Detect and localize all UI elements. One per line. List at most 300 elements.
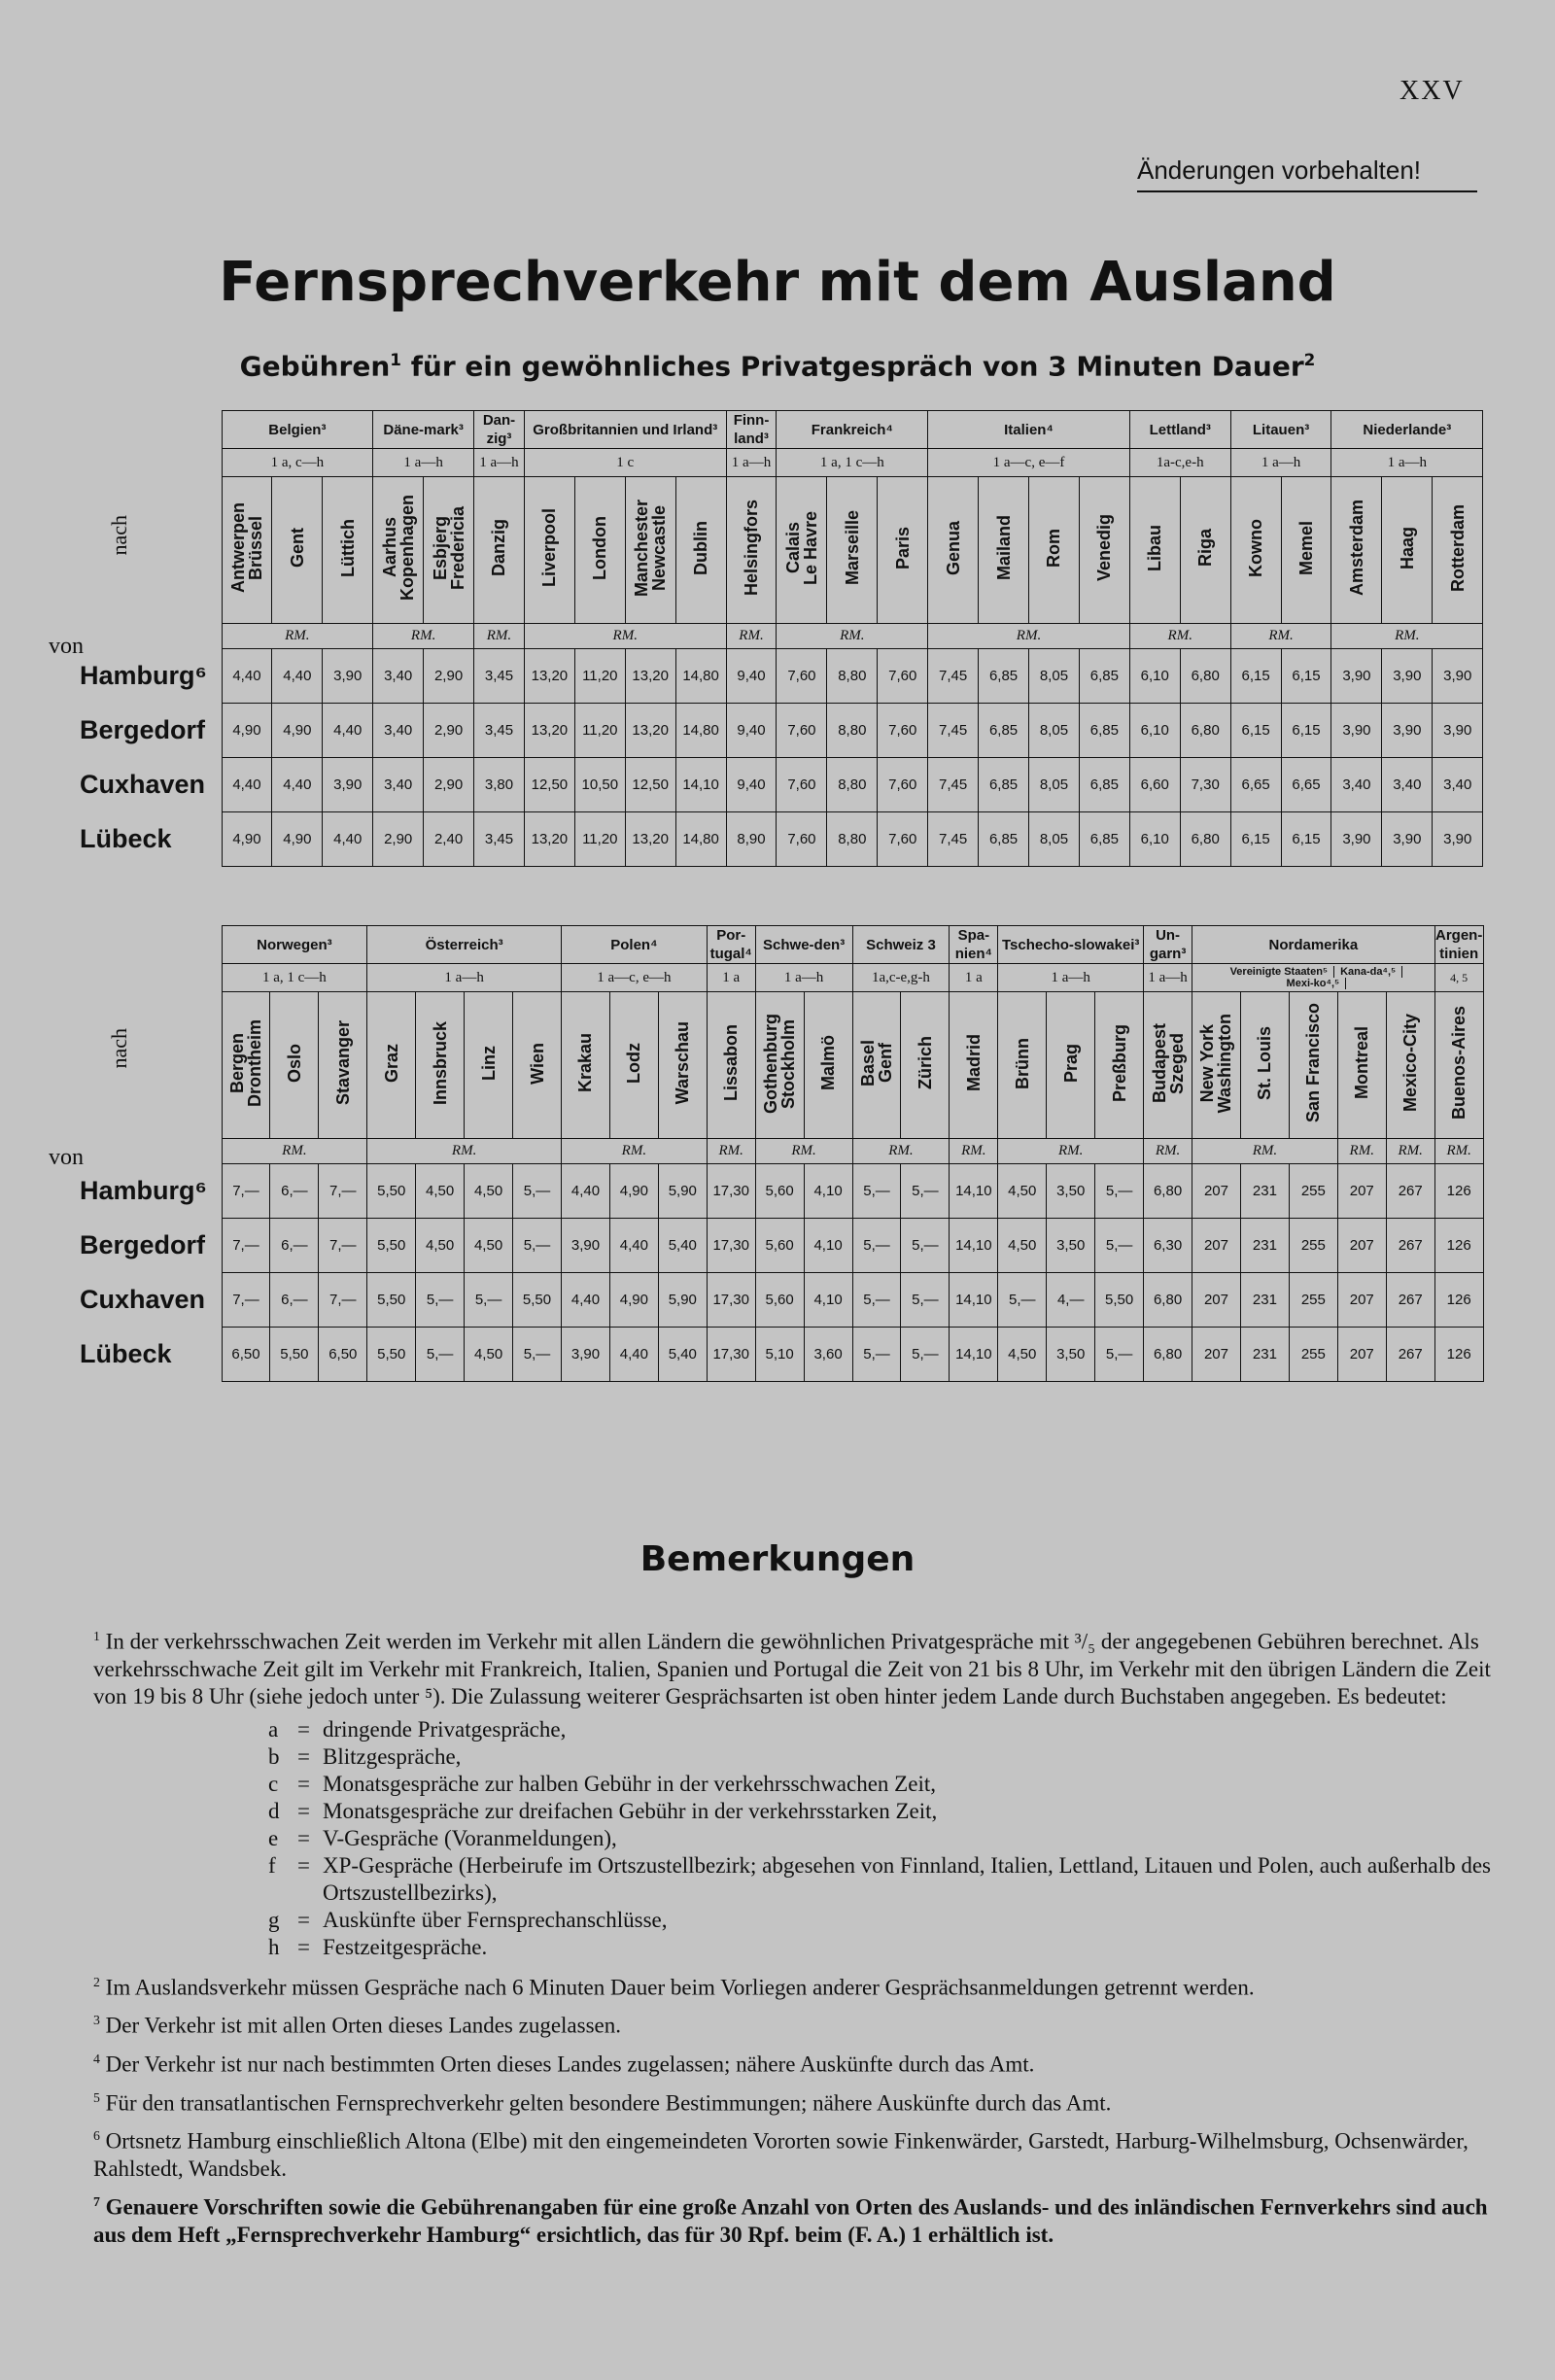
table1-country-3: Großbritannien und Irland³: [524, 411, 726, 449]
table1-rate-cell: 4,90: [222, 704, 272, 758]
table2-rate-cell: 3,90: [562, 1219, 610, 1273]
table2-rate-cell: 255: [1289, 1273, 1337, 1328]
table1-rate-cell: 9,40: [726, 704, 777, 758]
service-code-meaning: Monatsgespräche zur dreifachen Gebühr in der verkehrsstarken Zeit,: [323, 1798, 938, 1823]
table2-rate-cell: 267: [1386, 1219, 1434, 1273]
table2-unit-8: RM.: [1144, 1139, 1192, 1164]
table1-rate-cell: 8,80: [827, 812, 878, 867]
table1-country-5: Frankreich⁴: [777, 411, 928, 449]
table2-country-9: Nordamerika: [1192, 926, 1435, 964]
table1-country-9: Niederlande³: [1331, 411, 1483, 449]
table2-rate-cell: 207: [1192, 1273, 1241, 1328]
notice-underline: [1137, 190, 1477, 192]
table1-city-0: [222, 477, 272, 624]
table1-city-label-20: Kowno: [1246, 519, 1266, 577]
table2-city-label-7: Krakau: [575, 1033, 596, 1093]
table2-rate-cell: 5,60: [755, 1164, 804, 1219]
table2-unit-10: RM.: [1337, 1139, 1386, 1164]
table1-city-17: [1079, 477, 1129, 624]
table1-unit-8: RM.: [1230, 624, 1331, 649]
table1-rate-cell: 3,40: [1382, 758, 1433, 812]
table1-service-6: 1 a—c, e—f: [928, 449, 1130, 477]
table2-rate-cell: 14,10: [950, 1273, 998, 1328]
table1-rate-cell: 6,10: [1129, 649, 1180, 704]
table1-rate-cell: 6,85: [979, 812, 1029, 867]
table1-rate-cell: 7,45: [928, 758, 979, 812]
table2-unit-3: RM.: [707, 1139, 755, 1164]
table2-rate-cell: 231: [1240, 1219, 1289, 1273]
table1-rate-cell: 4,40: [323, 704, 373, 758]
table1-rate-cell: 7,45: [928, 812, 979, 867]
table1-rate-cell: 7,60: [878, 758, 928, 812]
table1-city-label-23: Haag: [1397, 526, 1417, 569]
footnote-5: [93, 2085, 1493, 2118]
table2-rate-cell: 267: [1386, 1164, 1434, 1219]
table1-corner: [76, 411, 222, 624]
table2-city-5: [465, 992, 513, 1139]
table2-rate-cell: 4,50: [465, 1219, 513, 1273]
table2-rate-cell: 5,—: [901, 1328, 950, 1382]
table1-city-6: [524, 477, 574, 624]
service-codes: [268, 1716, 1493, 1961]
table2-service-2: 1 a—c, e—h: [562, 964, 708, 992]
footnote-7-text: Genauere Vorschriften sowie die Gebührenangaben für eine große Anzahl von Orten des Auslands- und des inländischen Fernverkehrs sind auch aus dem Heft „Fernsprechverkehr Hamburg“ ersichtlich, das für 30 Rpf. beim (F. A.) 1 erhältlich ist.: [93, 2194, 1488, 2247]
table2-rate-cell: 4,90: [609, 1273, 658, 1328]
footnote-3-text: Der Verkehr ist mit allen Orten dieses Landes zugelassen.: [105, 2013, 621, 2038]
table2-city-label-15: Madrid: [963, 1034, 984, 1092]
table1-city-21: [1281, 477, 1331, 624]
table2-origin-2: Cuxhaven: [80, 1285, 206, 1314]
table1-city-7: [574, 477, 625, 624]
table1-origin-0: Hamburg⁶: [80, 661, 207, 690]
table1-city-label-14: Genua: [943, 520, 963, 575]
table1-country-row: [76, 411, 1483, 449]
table1-unit-1: RM.: [373, 624, 474, 649]
table1-rate-cell: 12,50: [625, 758, 675, 812]
table2-unit-0: RM.: [222, 1139, 367, 1164]
table1-city-label-1: Gent: [287, 528, 307, 569]
table1-rate-cell: 3,90: [1382, 649, 1433, 704]
table2-city-label-8: Lodz: [624, 1043, 644, 1084]
table2-rate-cell: 4,50: [465, 1164, 513, 1219]
table1-rate-cell: 3,90: [1331, 649, 1382, 704]
table1-rate-cell: 6,15: [1230, 812, 1281, 867]
service-code-a: [268, 1716, 1493, 1743]
table2-rate-cell: 255: [1289, 1328, 1337, 1382]
table2-rate-cell: 5,90: [658, 1164, 707, 1219]
table1-city-label-12: Marseille: [842, 510, 862, 586]
table1-rate-cell: 4,40: [222, 758, 272, 812]
table2-rate-cell: 5,—: [901, 1219, 950, 1273]
table1-rate-cell: 3,40: [373, 649, 424, 704]
table1-rate-cell: 2,90: [424, 704, 474, 758]
table1-unit-7: RM.: [1129, 624, 1230, 649]
table2-city-label-16: Brünn: [1012, 1037, 1032, 1089]
table1-rate-cell: 9,40: [726, 758, 777, 812]
table1-rate-cell: 3,40: [373, 758, 424, 812]
table2-rate-cell: 255: [1289, 1164, 1337, 1219]
table2-rate-cell: 5,—: [513, 1164, 562, 1219]
table2-city-15: [950, 992, 998, 1139]
table1-unit-5: RM.: [777, 624, 928, 649]
table1-rate-cell: 4,40: [272, 649, 323, 704]
table2-rate-cell: 5,—: [416, 1273, 465, 1328]
table1-rate-cell: 12,50: [524, 758, 574, 812]
table2-rate-cell: 207: [1337, 1219, 1386, 1273]
table1-rate-cell: 14,10: [675, 758, 726, 812]
table1-city-3: [373, 477, 424, 624]
table2-city-label-18: Preßburg: [1109, 1023, 1129, 1102]
von-label-2: von: [49, 1145, 84, 1170]
table2-city-16: [998, 992, 1047, 1139]
table2-rate-cell: 4,50: [998, 1164, 1047, 1219]
table1-city-label-3: Aarhus Kopenhagen: [379, 495, 417, 602]
table1-rate-cell: 7,60: [878, 704, 928, 758]
table2-rate-cell: 7,—: [319, 1164, 367, 1219]
table1-city-label-6: Liverpool: [539, 508, 560, 588]
table2-rate-cell: 5,—: [852, 1328, 901, 1382]
table2-rate-cell: 6,80: [1144, 1328, 1192, 1382]
table2-service-1: 1 a—h: [367, 964, 562, 992]
service-code-h: [268, 1934, 1493, 1961]
service-code-meaning: V-Gespräche (Voranmeldungen),: [323, 1825, 617, 1850]
table2-rate-cell: 5,—: [1095, 1164, 1144, 1219]
table2-row: [76, 1273, 1483, 1328]
table1-rate-cell: 13,20: [625, 704, 675, 758]
table1-rate-cell: 6,15: [1230, 704, 1281, 758]
table1-rate-cell: 3,90: [1382, 812, 1433, 867]
table1-rate-cell: 6,85: [979, 649, 1029, 704]
subtitle-rest: für ein gewöhnliches Privatgespräch von 3 Minuten Dauer: [410, 350, 1304, 383]
table2-city-22: [1289, 992, 1337, 1139]
table1-rate-cell: 3,40: [373, 704, 424, 758]
table2-rate-cell: 6,30: [1144, 1219, 1192, 1273]
table2-unit-2: RM.: [562, 1139, 708, 1164]
table1-rate-cell: 6,65: [1281, 758, 1331, 812]
table2-city-0: [222, 992, 270, 1139]
table1-origin-1: Bergedorf: [80, 715, 206, 744]
table1-rate-cell: 8,05: [1029, 812, 1080, 867]
table1-city-14: [928, 477, 979, 624]
service-code-g: [268, 1907, 1493, 1934]
nordamerika-sub-2: Mexi-ko⁴,⁵: [1281, 978, 1347, 989]
table1-city-label-9: Dublin: [691, 521, 711, 575]
table2-city-label-23: Montreal: [1352, 1026, 1372, 1100]
table2-city-10: [707, 992, 755, 1139]
table2-unit-1: RM.: [367, 1139, 562, 1164]
footnote-2: [93, 1969, 1493, 2002]
table1-rate-cell: 2,40: [424, 812, 474, 867]
service-code-f: [268, 1852, 1493, 1907]
table1-rate-cell: 6,60: [1129, 758, 1180, 812]
table1-rate-cell: 2,90: [424, 649, 474, 704]
table2-country-2: Polen⁴: [562, 926, 708, 964]
footnote-7-number: 7: [93, 2193, 100, 2209]
table2-unit-11: RM.: [1386, 1139, 1434, 1164]
table2-country-1: Österreich³: [367, 926, 562, 964]
table2-service-row: [76, 964, 1483, 992]
von-label-1: von: [49, 634, 84, 659]
table2-city-18: [1095, 992, 1144, 1139]
table1-city-11: [777, 477, 827, 624]
table1-rate-cell: 7,60: [777, 704, 827, 758]
table2-rate-cell: 17,30: [707, 1164, 755, 1219]
table1-rate-cell: 6,80: [1180, 812, 1230, 867]
table2-rate-cell: 5,50: [367, 1273, 416, 1328]
table2-unit-4: RM.: [755, 1139, 852, 1164]
footnote-1-number: 1: [93, 1629, 100, 1643]
table1-rate-cell: 4,40: [323, 812, 373, 867]
table2-rate-cell: 17,30: [707, 1328, 755, 1382]
table2-rate-cell: 207: [1337, 1164, 1386, 1219]
table2-service-5: 1a,c-e,g-h: [852, 964, 950, 992]
table1-unit-6: RM.: [928, 624, 1130, 649]
footnote-3: [93, 2007, 1493, 2040]
table2-service-10: [1434, 964, 1483, 992]
table1-rate-cell: 13,20: [625, 812, 675, 867]
table1-rate-cell: 6,80: [1180, 704, 1230, 758]
table1-country-0: Belgien³: [222, 411, 373, 449]
table2-rate-cell: 3,60: [804, 1328, 852, 1382]
table1-city-label-21: Memel: [1296, 520, 1317, 576]
table2-unit-9: RM.: [1192, 1139, 1338, 1164]
footnote-5-number: 5: [93, 2089, 100, 2105]
table2-rate-cell: 3,50: [1047, 1164, 1095, 1219]
table1-city-label-0: Antwerpen Brüssel: [227, 502, 265, 594]
table2-city-label-22: San Francisco: [1303, 1003, 1324, 1123]
table1-city-4: [424, 477, 474, 624]
table1-rate-cell: 6,85: [1079, 649, 1129, 704]
table2-rate-cell: 126: [1434, 1328, 1483, 1382]
table2-city-label-12: Malmö: [818, 1035, 839, 1091]
table2-city-label-9: Warschau: [673, 1021, 693, 1105]
table2-unit-6: RM.: [950, 1139, 998, 1164]
table2-rate-cell: 5,—: [901, 1273, 950, 1328]
table2-rate-cell: 4,40: [609, 1328, 658, 1382]
table1-rate-cell: 6,85: [1079, 704, 1129, 758]
table2-city-label-11: Gothenburg Stockholm: [761, 1013, 799, 1114]
table2-corner: [76, 926, 222, 1139]
argentinien-sub: 4, 5: [1450, 970, 1469, 984]
table2-rate-cell: 6,—: [270, 1219, 319, 1273]
table2-country-0: Norwegen³: [222, 926, 367, 964]
table2-city-9: [658, 992, 707, 1139]
table2-city-2: [319, 992, 367, 1139]
table2-rate-cell: 6,80: [1144, 1164, 1192, 1219]
table1-rate-cell: 7,30: [1180, 758, 1230, 812]
table2-rate-cell: 267: [1386, 1273, 1434, 1328]
table2-city-label-3: Graz: [381, 1043, 401, 1084]
table2-service-4: 1 a—h: [755, 964, 852, 992]
table1-rate-cell: 8,80: [827, 704, 878, 758]
table2-rate-cell: 7,—: [222, 1219, 270, 1273]
table2-rate-cell: 6,—: [270, 1273, 319, 1328]
table1-city-label-13: Paris: [892, 526, 913, 570]
table2-city-label-21: St. Louis: [1255, 1026, 1275, 1100]
table2-city-23: [1337, 992, 1386, 1139]
table2-service-0: 1 a, 1 c—h: [222, 964, 367, 992]
table2-rate-cell: 6,—: [270, 1164, 319, 1219]
table2-rate-cell: 5,—: [998, 1273, 1047, 1328]
table1-service-7: 1a-c,e-h: [1129, 449, 1230, 477]
table2-country-7: Tschecho-slowakei³: [998, 926, 1144, 964]
table2-rate-cell: 4,50: [998, 1219, 1047, 1273]
table2-rate-cell: 3,50: [1047, 1219, 1095, 1273]
table1-rate-cell: 3,90: [1433, 704, 1483, 758]
table2-rate-cell: 4,10: [804, 1273, 852, 1328]
table2-service-8: 1 a—h: [1144, 964, 1192, 992]
service-code-letter: a: [268, 1716, 279, 1742]
table2-rate-cell: 7,—: [222, 1164, 270, 1219]
table1-rate-cell: 3,90: [1382, 704, 1433, 758]
table1-rate-cell: 3,45: [474, 704, 525, 758]
table2-country-6: Spa-nien⁴: [950, 926, 998, 964]
table1-rate-cell: 8,90: [726, 812, 777, 867]
table1-rate-cell: 6,85: [1079, 812, 1129, 867]
table2-rate-cell: 14,10: [950, 1219, 998, 1273]
table2-country-3: Por-tugal⁴: [707, 926, 755, 964]
table2-rate-cell: 7,—: [319, 1219, 367, 1273]
footnote-6-number: 6: [93, 2128, 100, 2144]
table2-unit-5: RM.: [852, 1139, 950, 1164]
subtitle-lead: Gebühren: [239, 350, 391, 383]
table1-city-row: [76, 477, 1483, 624]
service-code-meaning: dringende Privatgespräche,: [323, 1716, 567, 1742]
table1-service-9: 1 a—h: [1331, 449, 1483, 477]
table2-origin-3: Lübeck: [80, 1339, 172, 1368]
table1-service-row: [76, 449, 1483, 477]
table2-city-19: [1144, 992, 1192, 1139]
table2-city-14: [901, 992, 950, 1139]
notice: Änderungen vorbehalten!: [1137, 155, 1422, 185]
table1-rate-cell: 3,90: [323, 758, 373, 812]
table2-city-4: [416, 992, 465, 1139]
table1-rate-cell: 14,80: [675, 704, 726, 758]
table1-rate-cell: 7,45: [928, 649, 979, 704]
table2-rate-cell: 4,—: [1047, 1273, 1095, 1328]
table1-rate-cell: 11,20: [574, 812, 625, 867]
nach-label-1: nach: [107, 515, 131, 556]
table2-rate-cell: 5,60: [755, 1219, 804, 1273]
table2-rate-cell: 7,—: [319, 1273, 367, 1328]
table1-rate-cell: 3,40: [1331, 758, 1382, 812]
table2-city-3: [367, 992, 416, 1139]
service-code-letter: g: [268, 1907, 280, 1932]
table2-rate-cell: 207: [1192, 1328, 1241, 1382]
table2-row: [76, 1328, 1483, 1382]
table1-country-2: Dan-zig³: [474, 411, 525, 449]
table1-city-label-18: Libau: [1145, 525, 1165, 571]
table1-rate-cell: 6,65: [1230, 758, 1281, 812]
table2-rate-cell: 5,—: [513, 1328, 562, 1382]
table2-rate-cell: 5,50: [513, 1273, 562, 1328]
table2-rate-cell: 4,40: [562, 1164, 610, 1219]
table1-city-label-2: Lüttich: [337, 519, 358, 577]
table1-rate-cell: 8,80: [827, 758, 878, 812]
table2-city-label-10: Lissabon: [721, 1024, 742, 1102]
table1-country-1: Däne-mark³: [373, 411, 474, 449]
table1-city-label-16: Rom: [1044, 529, 1064, 568]
table1-rate-cell: 3,40: [1433, 758, 1483, 812]
table2-unit-row: [76, 1139, 1483, 1164]
table2-city-8: [609, 992, 658, 1139]
table1-unit-2: RM.: [474, 624, 525, 649]
table1-unit-4: RM.: [726, 624, 777, 649]
table2-rate-cell: 126: [1434, 1164, 1483, 1219]
table1-unit-3: RM.: [524, 624, 726, 649]
table1-service-4: 1 a—h: [726, 449, 777, 477]
table1-city-9: [675, 477, 726, 624]
table1-rate-cell: 13,20: [524, 649, 574, 704]
table1-service-3: 1 c: [524, 449, 726, 477]
table1-rate-cell: 9,40: [726, 649, 777, 704]
table2-city-20: [1192, 992, 1241, 1139]
table1-row: [76, 704, 1483, 758]
page-title: Fernsprechverkehr mit dem Ausland: [219, 251, 1336, 314]
equals-sign: =: [297, 1743, 310, 1769]
table2-rate-cell: 6,50: [319, 1328, 367, 1382]
table1-row: [76, 812, 1483, 867]
equals-sign: =: [297, 1825, 310, 1850]
table2-rate-cell: 5,—: [416, 1328, 465, 1382]
table2-rate-cell: 5,—: [852, 1273, 901, 1328]
service-code-letter: c: [268, 1771, 279, 1796]
table1-rate-cell: 7,60: [777, 649, 827, 704]
table1-rate-cell: 6,10: [1129, 704, 1180, 758]
table2-service-6: 1 a: [950, 964, 998, 992]
table2-rate-cell: 6,80: [1144, 1273, 1192, 1328]
table1-rate-cell: 6,10: [1129, 812, 1180, 867]
table2-rate-cell: 4,50: [416, 1219, 465, 1273]
service-code-letter: d: [268, 1798, 280, 1823]
table2-city-6: [513, 992, 562, 1139]
footnote-1: [93, 1623, 1493, 1710]
table1-city-label-17: Venedig: [1094, 514, 1115, 582]
table1-rate-cell: 7,60: [777, 812, 827, 867]
service-code-letter: h: [268, 1934, 280, 1959]
table2-rate-cell: 4,40: [609, 1219, 658, 1273]
table1-rate-cell: 3,45: [474, 649, 525, 704]
table2-service-9: [1192, 964, 1435, 992]
table2-rate-cell: 126: [1434, 1273, 1483, 1328]
table1-city-13: [878, 477, 928, 624]
table1-rate-cell: 3,90: [1331, 812, 1382, 867]
table1-city-19: [1180, 477, 1230, 624]
service-code-d: [268, 1798, 1493, 1825]
table2-rate-cell: 5,—: [901, 1164, 950, 1219]
service-code-meaning: Monatsgespräche zur halben Gebühr in der verkehrsschwachen Zeit,: [323, 1771, 936, 1796]
table1-rate-cell: 11,20: [574, 704, 625, 758]
table1-country-4: Finn-land³: [726, 411, 777, 449]
table1-rate-cell: 6,80: [1180, 649, 1230, 704]
table2-rate-cell: 207: [1337, 1328, 1386, 1382]
service-code-e: [268, 1825, 1493, 1852]
table1-city-label-7: London: [590, 516, 610, 580]
equals-sign: =: [297, 1852, 310, 1878]
table1-rate-cell: 7,60: [777, 758, 827, 812]
table1-service-2: 1 a—h: [474, 449, 525, 477]
subtitle: [0, 350, 1555, 382]
table1-rate-cell: 6,15: [1281, 704, 1331, 758]
table2-rate-cell: 5,10: [755, 1328, 804, 1382]
table1-rate-cell: 11,20: [574, 649, 625, 704]
table2-rate-cell: 14,10: [950, 1164, 998, 1219]
table2-country-4: Schwe-den³: [755, 926, 852, 964]
nordamerika-sub-1: Kana-da⁴,⁵: [1334, 966, 1402, 978]
table2-city-label-6: Wien: [527, 1042, 547, 1085]
table2-city-21: [1240, 992, 1289, 1139]
table1-rate-cell: 4,40: [222, 649, 272, 704]
